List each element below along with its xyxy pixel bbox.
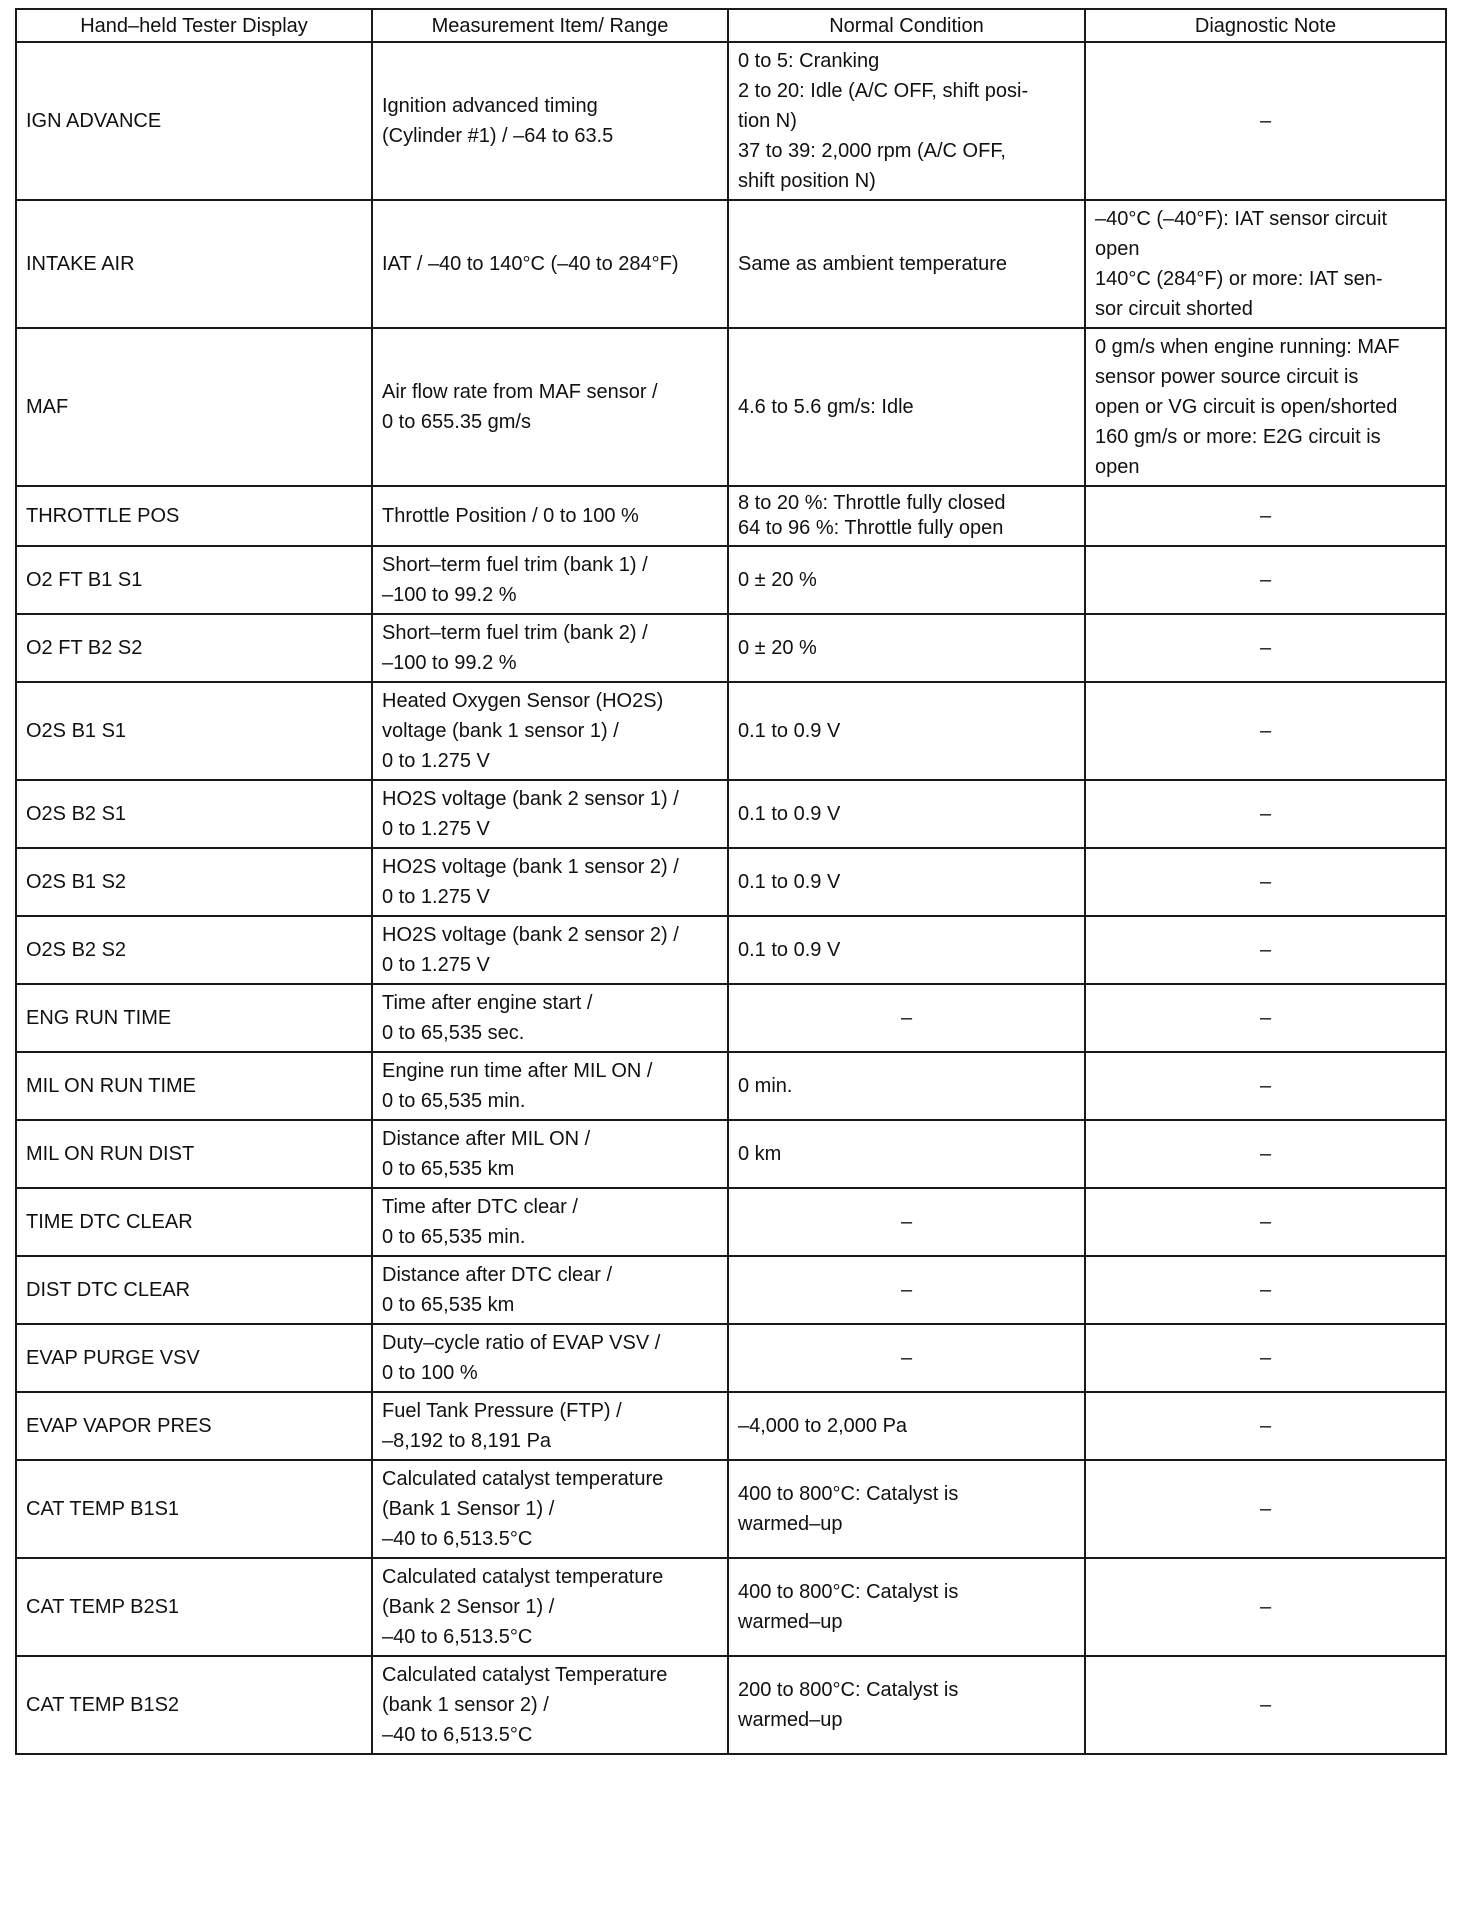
cell-diagnostic-note: – — [1085, 848, 1446, 916]
cell-measurement-item: IAT / –40 to 140°C (–40 to 284°F) — [372, 200, 728, 328]
cell-normal-condition: 0.1 to 0.9 V — [728, 682, 1085, 780]
cell-tester-display: CAT TEMP B1S1 — [16, 1460, 372, 1558]
cell-diagnostic-note: – — [1085, 682, 1446, 780]
cell-diagnostic-note: – — [1085, 1188, 1446, 1256]
cell-measurement-item: Heated Oxygen Sensor (HO2S) voltage (bank 1 sensor 1) / 0 to 1.275 V — [372, 682, 728, 780]
cell-tester-display: O2S B2 S1 — [16, 780, 372, 848]
table-row — [16, 916, 1446, 984]
cell-normal-condition: – — [728, 984, 1085, 1052]
header-tester-display: Hand–held Tester Display — [16, 9, 372, 42]
cell-tester-display: O2S B1 S2 — [16, 848, 372, 916]
cell-measurement-item: Time after DTC clear / 0 to 65,535 min. — [372, 1188, 728, 1256]
cell-diagnostic-note: 0 gm/s when engine running: MAF sensor power source circuit is open or VG circuit is open/shorted 160 gm/s or more: E2G circuit is open — [1085, 328, 1446, 486]
cell-diagnostic-note: – — [1085, 1558, 1446, 1656]
cell-diagnostic-note: – — [1085, 1120, 1446, 1188]
cell-normal-condition: 0 ± 20 % — [728, 546, 1085, 614]
cell-measurement-item: Engine run time after MIL ON / 0 to 65,535 min. — [372, 1052, 728, 1120]
cell-tester-display: O2S B1 S1 — [16, 682, 372, 780]
cell-diagnostic-note: –40°C (–40°F): IAT sensor circuit open 140°C (284°F) or more: IAT sen- sor circuit shorted — [1085, 200, 1446, 328]
cell-diagnostic-note: – — [1085, 614, 1446, 682]
table-row — [16, 1324, 1446, 1392]
cell-measurement-item: HO2S voltage (bank 2 sensor 1) / 0 to 1.275 V — [372, 780, 728, 848]
table-row — [16, 1256, 1446, 1324]
cell-diagnostic-note: – — [1085, 1052, 1446, 1120]
cell-normal-condition: 8 to 20 %: Throttle fully closed 64 to 96 %: Throttle fully open — [728, 486, 1085, 546]
table-row — [16, 328, 1446, 486]
cell-normal-condition: 0.1 to 0.9 V — [728, 780, 1085, 848]
table-row — [16, 42, 1446, 200]
cell-tester-display: MIL ON RUN TIME — [16, 1052, 372, 1120]
table-row — [16, 1656, 1446, 1754]
table-row — [16, 1052, 1446, 1120]
cell-tester-display: EVAP PURGE VSV — [16, 1324, 372, 1392]
cell-diagnostic-note: – — [1085, 1256, 1446, 1324]
cell-measurement-item: Ignition advanced timing (Cylinder #1) / –64 to 63.5 — [372, 42, 728, 200]
cell-normal-condition: 0.1 to 0.9 V — [728, 916, 1085, 984]
table-row — [16, 1188, 1446, 1256]
table-row — [16, 984, 1446, 1052]
header-measurement-item: Measurement Item/ Range — [372, 9, 728, 42]
cell-normal-condition: 4.6 to 5.6 gm/s: Idle — [728, 328, 1085, 486]
table-row — [16, 780, 1446, 848]
cell-measurement-item: Throttle Position / 0 to 100 % — [372, 486, 728, 546]
cell-diagnostic-note: – — [1085, 1324, 1446, 1392]
cell-tester-display: DIST DTC CLEAR — [16, 1256, 372, 1324]
cell-measurement-item: Calculated catalyst temperature (Bank 1 Sensor 1) / –40 to 6,513.5°C — [372, 1460, 728, 1558]
data-list-sheet — [15, 8, 1445, 1755]
cell-tester-display: IGN ADVANCE — [16, 42, 372, 200]
table-row — [16, 546, 1446, 614]
cell-diagnostic-note: – — [1085, 546, 1446, 614]
cell-normal-condition: 0 km — [728, 1120, 1085, 1188]
data-list-table — [15, 8, 1447, 1755]
cell-diagnostic-note: – — [1085, 42, 1446, 200]
cell-tester-display: INTAKE AIR — [16, 200, 372, 328]
cell-normal-condition: 0 min. — [728, 1052, 1085, 1120]
cell-normal-condition: – — [728, 1256, 1085, 1324]
header-diagnostic-note: Diagnostic Note — [1085, 9, 1446, 42]
cell-diagnostic-note: – — [1085, 1460, 1446, 1558]
table-body — [16, 42, 1446, 1754]
cell-tester-display: CAT TEMP B1S2 — [16, 1656, 372, 1754]
cell-measurement-item: Time after engine start / 0 to 65,535 sec. — [372, 984, 728, 1052]
header-row — [16, 9, 1446, 42]
cell-measurement-item: Fuel Tank Pressure (FTP) / –8,192 to 8,191 Pa — [372, 1392, 728, 1460]
cell-diagnostic-note: – — [1085, 1392, 1446, 1460]
cell-normal-condition: 0 to 5: Cranking 2 to 20: Idle (A/C OFF, shift posi- tion N) 37 to 39: 2,000 rpm (A/C OFF, shift position N) — [728, 42, 1085, 200]
cell-tester-display: O2 FT B2 S2 — [16, 614, 372, 682]
table-row — [16, 486, 1446, 546]
cell-measurement-item: Short–term fuel trim (bank 1) / –100 to 99.2 % — [372, 546, 728, 614]
table-row — [16, 682, 1446, 780]
cell-normal-condition: – — [728, 1324, 1085, 1392]
cell-measurement-item: Duty–cycle ratio of EVAP VSV / 0 to 100 % — [372, 1324, 728, 1392]
cell-measurement-item: Distance after DTC clear / 0 to 65,535 km — [372, 1256, 728, 1324]
cell-measurement-item: HO2S voltage (bank 1 sensor 2) / 0 to 1.275 V — [372, 848, 728, 916]
header-normal-condition: Normal Condition — [728, 9, 1085, 42]
cell-normal-condition: –4,000 to 2,000 Pa — [728, 1392, 1085, 1460]
cell-normal-condition: – — [728, 1188, 1085, 1256]
cell-diagnostic-note: – — [1085, 486, 1446, 546]
cell-normal-condition: 400 to 800°C: Catalyst is warmed–up — [728, 1558, 1085, 1656]
cell-normal-condition: 200 to 800°C: Catalyst is warmed–up — [728, 1656, 1085, 1754]
cell-diagnostic-note: – — [1085, 780, 1446, 848]
cell-measurement-item: Air flow rate from MAF sensor / 0 to 655.35 gm/s — [372, 328, 728, 486]
cell-measurement-item: Calculated catalyst temperature (Bank 2 Sensor 1) / –40 to 6,513.5°C — [372, 1558, 728, 1656]
cell-tester-display: O2 FT B1 S1 — [16, 546, 372, 614]
cell-measurement-item: Distance after MIL ON / 0 to 65,535 km — [372, 1120, 728, 1188]
table-row — [16, 1392, 1446, 1460]
cell-tester-display: EVAP VAPOR PRES — [16, 1392, 372, 1460]
cell-diagnostic-note: – — [1085, 916, 1446, 984]
cell-normal-condition: 0 ± 20 % — [728, 614, 1085, 682]
cell-tester-display: ENG RUN TIME — [16, 984, 372, 1052]
cell-diagnostic-note: – — [1085, 984, 1446, 1052]
table-row — [16, 200, 1446, 328]
cell-normal-condition: 400 to 800°C: Catalyst is warmed–up — [728, 1460, 1085, 1558]
table-row — [16, 1460, 1446, 1558]
cell-tester-display: O2S B2 S2 — [16, 916, 372, 984]
cell-tester-display: THROTTLE POS — [16, 486, 372, 546]
cell-normal-condition: 0.1 to 0.9 V — [728, 848, 1085, 916]
table-header — [16, 9, 1446, 42]
table-row — [16, 848, 1446, 916]
cell-tester-display: MIL ON RUN DIST — [16, 1120, 372, 1188]
table-row — [16, 1120, 1446, 1188]
cell-measurement-item: Short–term fuel trim (bank 2) / –100 to 99.2 % — [372, 614, 728, 682]
cell-measurement-item: HO2S voltage (bank 2 sensor 2) / 0 to 1.275 V — [372, 916, 728, 984]
table-row — [16, 1558, 1446, 1656]
cell-tester-display: TIME DTC CLEAR — [16, 1188, 372, 1256]
cell-measurement-item: Calculated catalyst Temperature (bank 1 sensor 2) / –40 to 6,513.5°C — [372, 1656, 728, 1754]
cell-diagnostic-note: – — [1085, 1656, 1446, 1754]
cell-tester-display: MAF — [16, 328, 372, 486]
table-row — [16, 614, 1446, 682]
cell-tester-display: CAT TEMP B2S1 — [16, 1558, 372, 1656]
cell-normal-condition: Same as ambient temperature — [728, 200, 1085, 328]
